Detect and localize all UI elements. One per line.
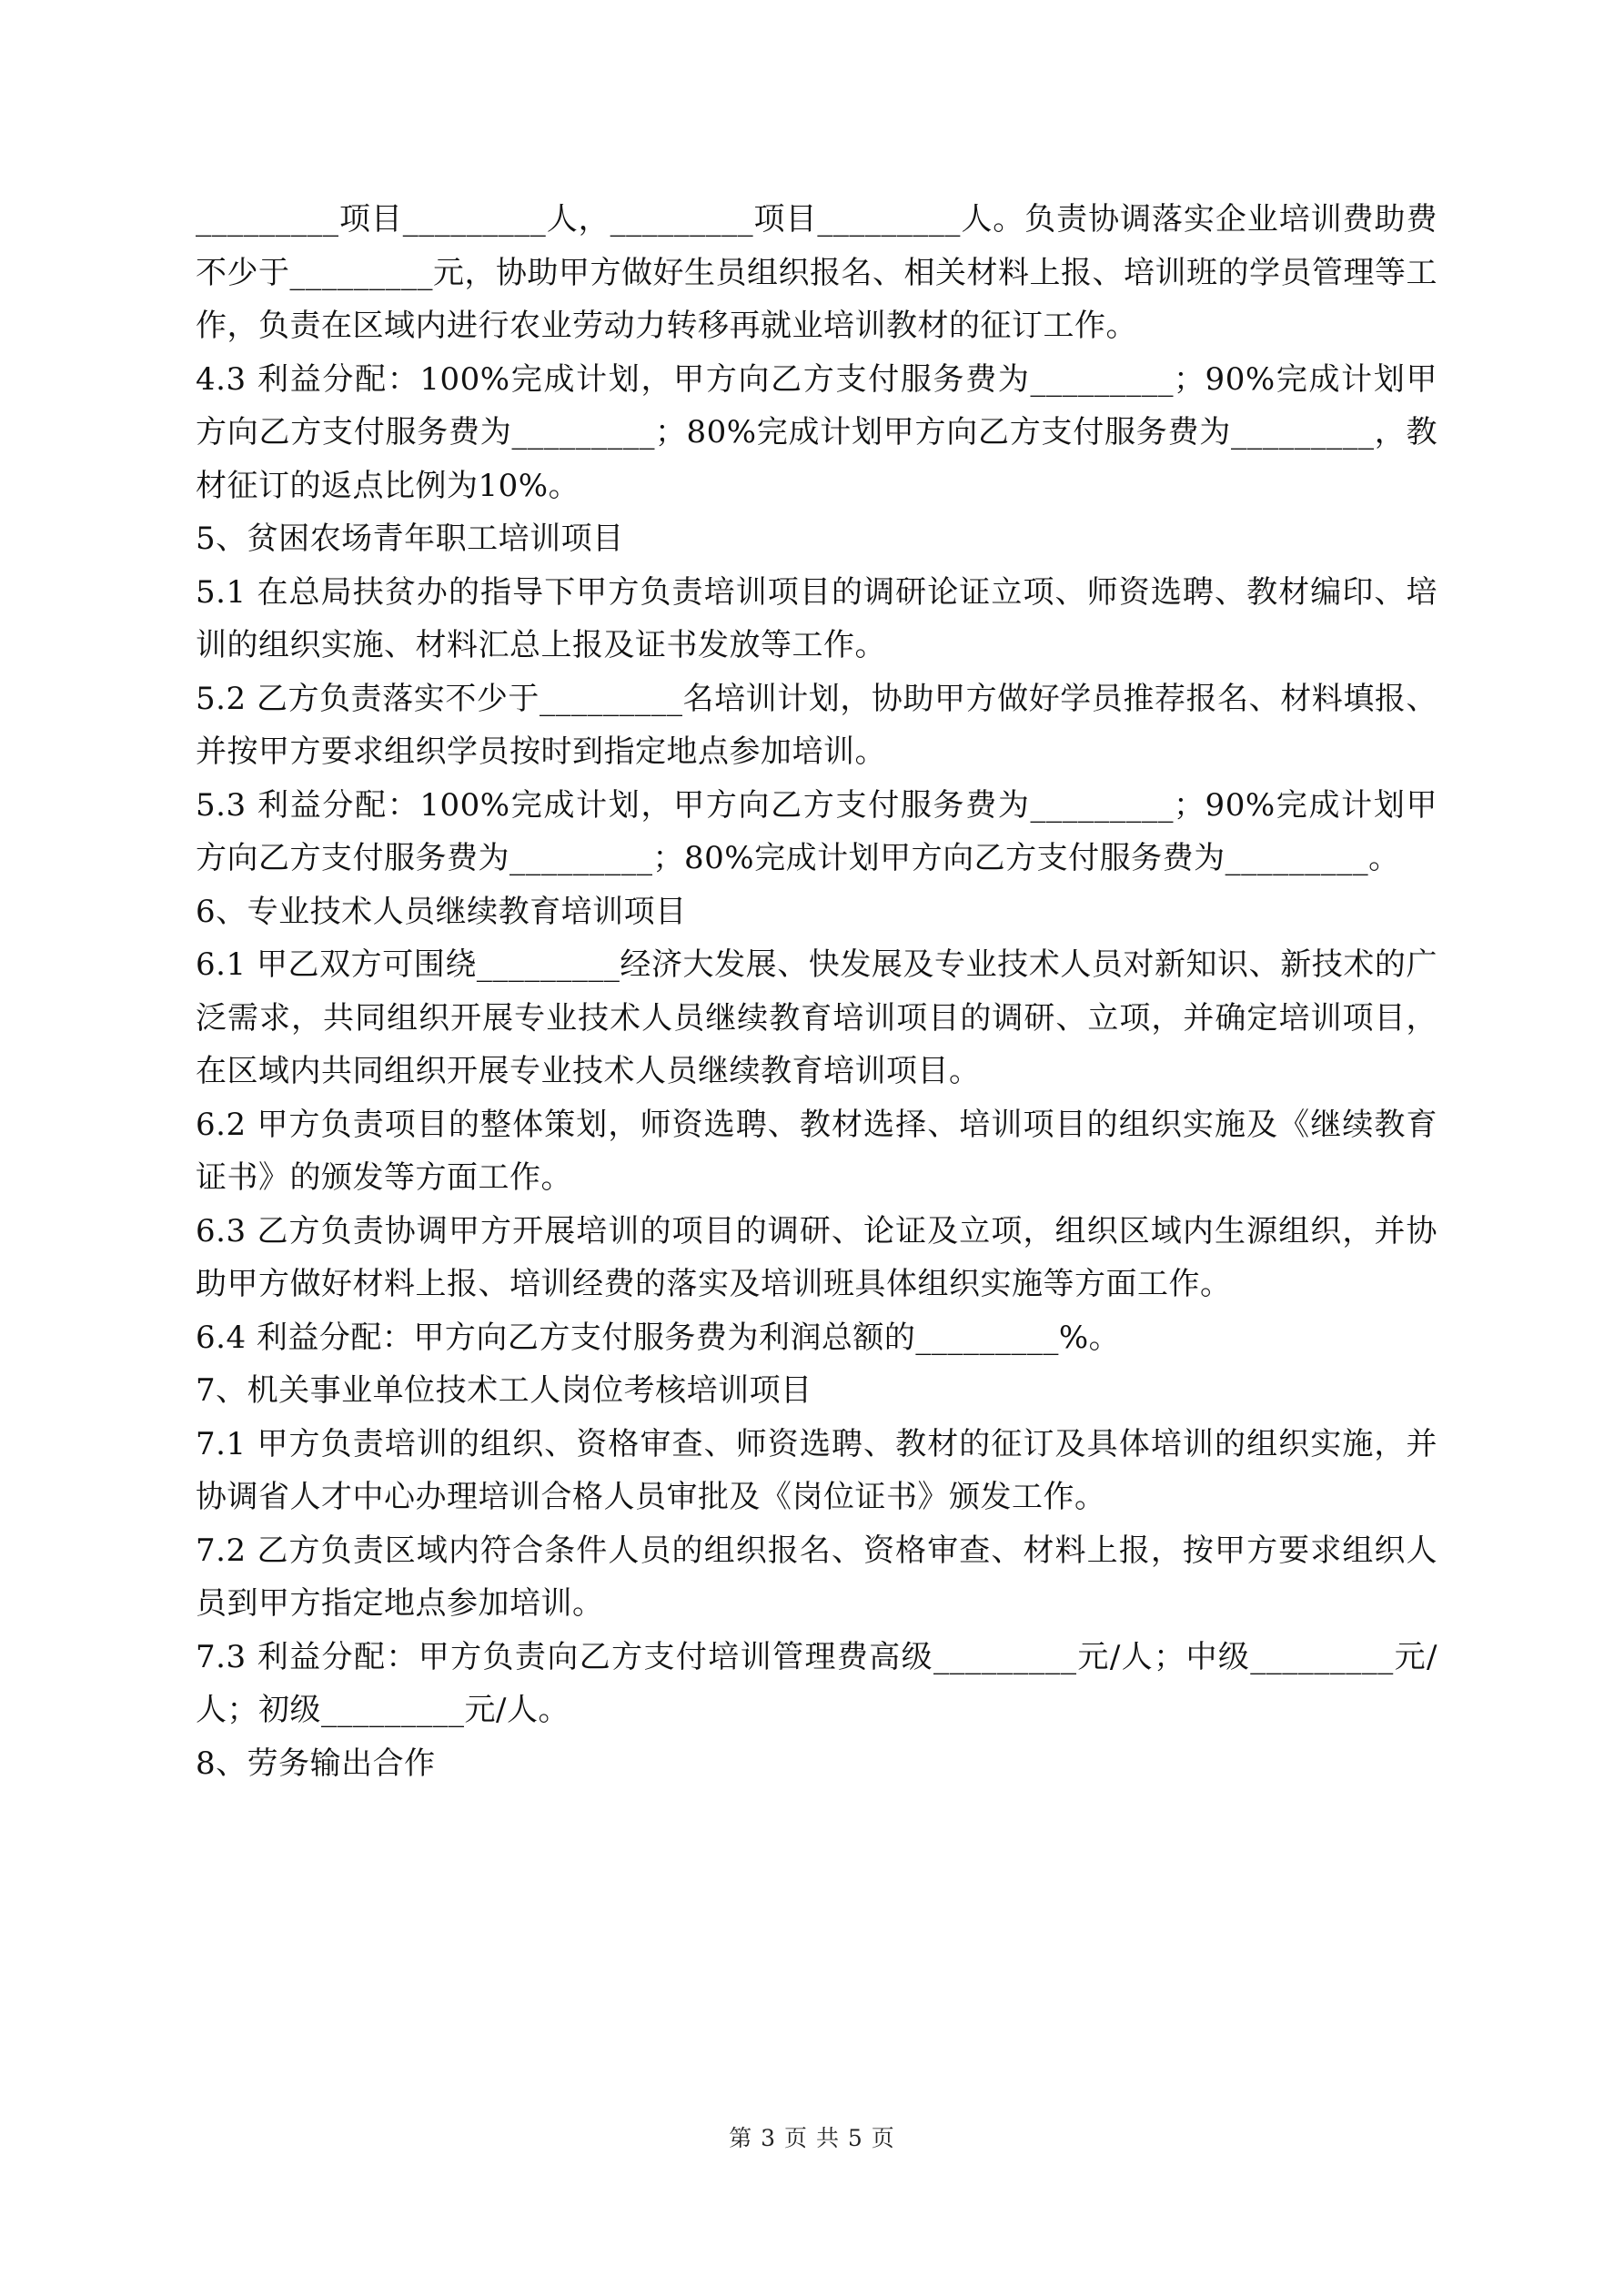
paragraph-5-2: 5.2 乙方负责落实不少于_________名培训计划，协助甲方做好学员推荐报名、材料填报、并按甲方要求组织学员按时到指定地点参加培训。 <box>196 680 1437 770</box>
paragraph-6-2: 6.2 甲方负责项目的整体策划，师资选聘、教材选择、培训项目的组织实施及《继续教育证书》的颁发等方面工作。 <box>196 1106 1437 1196</box>
heading-section-8: 8、劳务输出合作 <box>196 1745 436 1782</box>
paragraph-7-3: 7.3 利益分配：甲方负责向乙方支付培训管理费高级_________元/人；中级_________元/人；初级_________元/人。 <box>196 1638 1437 1728</box>
paragraph-5-3: 5.3 利益分配：100%完成计划，甲方向乙方支付服务费为_________；90%完成计划甲方向乙方支付服务费为_________；80%完成计划甲方向乙方支付服务费为_________。 <box>196 786 1437 876</box>
paragraph-5-1: 5.1 在总局扶贫办的指导下甲方负责培训项目的调研论证立项、师资选聘、教材编印、培训的组织实施、材料汇总上报及证书发放等工作。 <box>196 573 1437 663</box>
paragraph-7-1: 7.1 甲方负责培训的组织、资格审查、师资选聘、教材的征订及具体培训的组织实施，并协调省人才中心办理培训合格人员审批及《岗位证书》颁发工作。 <box>196 1425 1437 1515</box>
heading-section-6: 6、专业技术人员继续教育培训项目 <box>196 893 687 930</box>
heading-section-7: 7、机关事业单位技术工人岗位考核培训项目 <box>196 1372 812 1409</box>
paragraph-7-2: 7.2 乙方负责区域内符合条件人员的组织报名、资格审查、材料上报，按甲方要求组织人员到甲方指定地点参加培训。 <box>196 1532 1437 1622</box>
heading-section-5: 5、贫困农场青年职工培训项目 <box>196 521 624 557</box>
paragraph-6-4: 6.4 利益分配：甲方向乙方支付服务费为利润总额的_________%。 <box>196 1319 1121 1356</box>
paragraph-continuation-4-2: _________项目_________人，_________项目_________人。负责协调落实企业培训费助费不少于_________元，协助甲方做好生员组织报名、相关材料上报、培训班的学员管理等工作，负责在区域内进行农业劳动力转移再就业培训教材的征订工作。 <box>196 201 1437 344</box>
page-number-footer: 第 3 页 共 5 页 <box>729 2125 895 2151</box>
paragraph-6-1: 6.1 甲乙双方可围绕_________经济大发展、快发展及专业技术人员对新知识、新技术的广泛需求，共同组织开展专业技术人员继续教育培训项目的调研、立项，并确定培训项目，在区域内共同组织开展专业技术人员继续教育培训项目。 <box>196 946 1437 1089</box>
paragraph-6-3: 6.3 乙方负责协调甲方开展培训的项目的调研、论证及立项，组织区域内生源组织，并协助甲方做好材料上报、培训经费的落实及培训班具体组织实施等方面工作。 <box>196 1212 1437 1302</box>
paragraph-4-3: 4.3 利益分配：100%完成计划，甲方向乙方支付服务费为_________；90%完成计划甲方向乙方支付服务费为_________；80%完成计划甲方向乙方支付服务费为_________，教材征订的返点比例为10%。 <box>196 360 1437 504</box>
document-body <box>196 193 1437 1790</box>
